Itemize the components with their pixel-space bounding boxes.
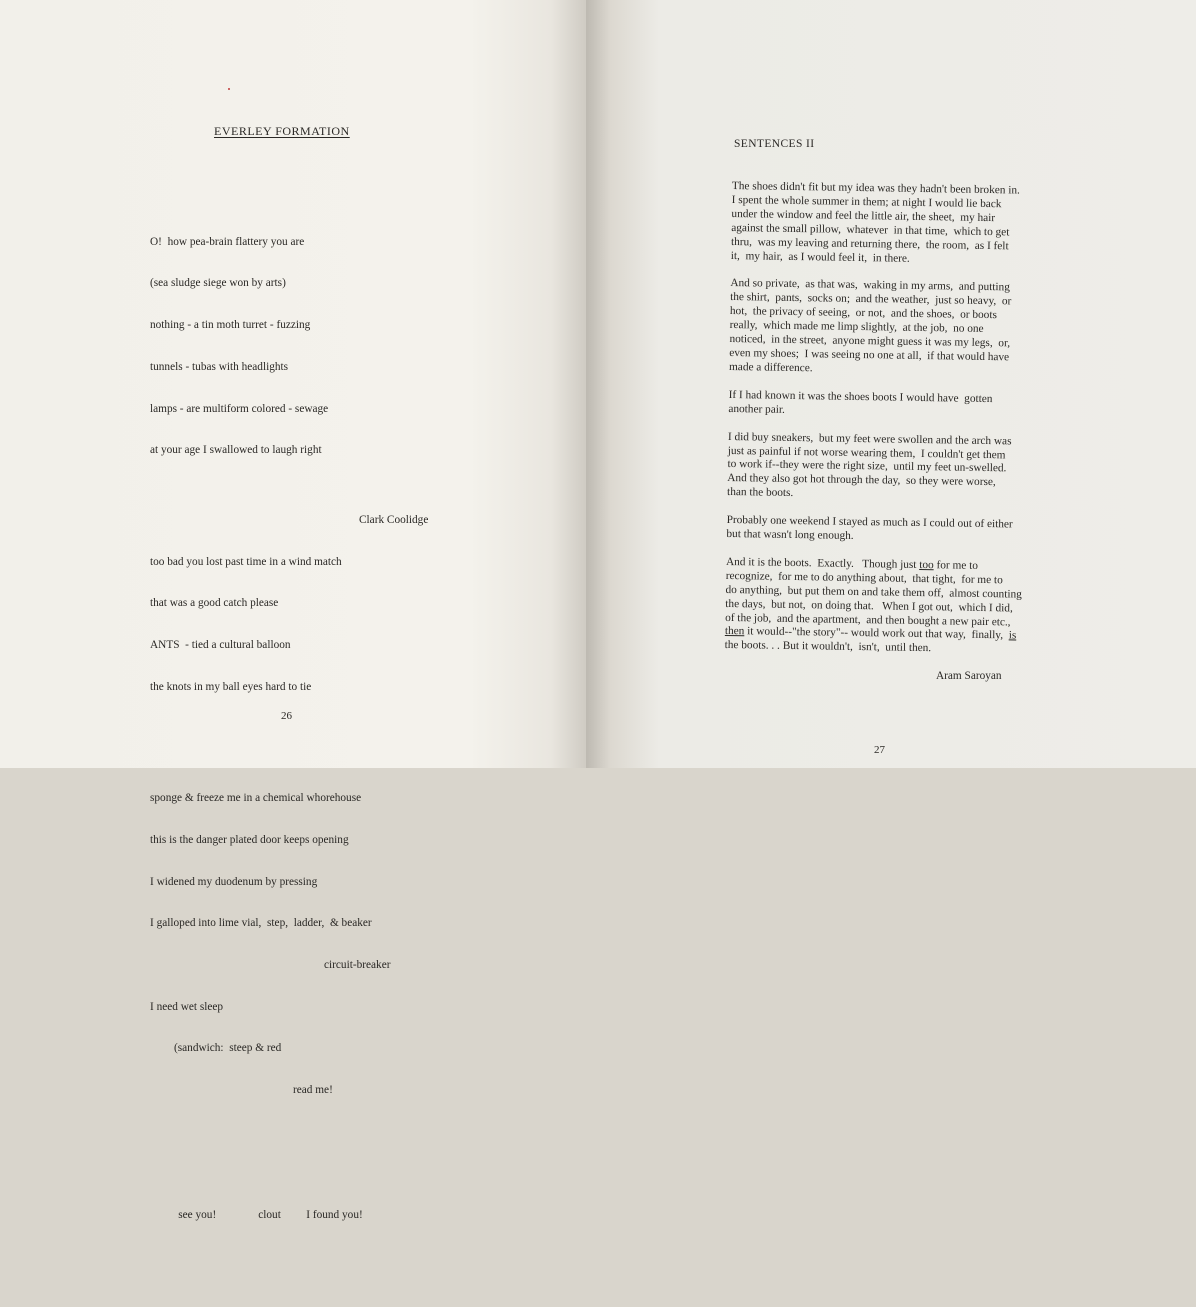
- poem-line: (sandwich: steep & red: [174, 1042, 282, 1055]
- poem-stanza-2: [150, 528, 450, 723]
- poem-title: EVERLEY FORMATION: [214, 124, 350, 138]
- ink-speck: [228, 88, 230, 90]
- prose-line: against the small pillow, whatever in that time, which to get: [731, 221, 1010, 239]
- poem-line: lamps - are multiform colored - sewage: [150, 402, 329, 415]
- poem-line: circuit-breaker: [324, 958, 391, 971]
- prose-author: Aram Saroyan: [936, 670, 1002, 682]
- prose-paragraph-4: [727, 431, 1078, 506]
- poem-word: see you!: [178, 1209, 217, 1222]
- prose-line: of the job, and the apartment, and then bought a new pair etc.,: [725, 611, 1011, 628]
- poem-line: too bad you lost past time in a wind match: [150, 555, 342, 568]
- poem-author: Clark Coolidge: [359, 514, 429, 526]
- prose-paragraph-1: [731, 180, 1082, 269]
- prose-paragraph-6: [725, 556, 1076, 659]
- underlined-word: too: [919, 558, 934, 572]
- prose-line: made a difference.: [728, 360, 813, 375]
- poem-line: this is the danger plated door keeps opening: [150, 833, 349, 846]
- poem-line: I galloped into lime vial, step, ladder, & beaker: [150, 917, 372, 930]
- prose-line: thru, was my leaving and returning there, the room, as I felt: [730, 235, 1009, 252]
- prose-body: [724, 180, 1082, 673]
- poem-line: that was a good catch please: [150, 597, 279, 610]
- prose-line: hot, the privacy of seeing, or not, and the shoes, or boots: [729, 305, 997, 322]
- poem-line: the knots in my ball eyes hard to tie: [150, 680, 312, 693]
- prose-line: than the boots.: [727, 486, 794, 500]
- underlined-word: is: [1008, 629, 1017, 642]
- left-page: [0, 0, 586, 1222]
- prose-line: And they also got hot through the day, so they were worse,: [727, 472, 996, 489]
- poem-stanza-3: [150, 764, 450, 1126]
- right-page: [586, 0, 1196, 768]
- prose-line: just as painful if not worse wearing them, I couldn't get them: [727, 444, 1006, 461]
- prose-line: the shirt, pants, socks on; and the weather, just so heavy, or: [730, 291, 1012, 308]
- underlined-word: then: [724, 625, 745, 638]
- prose-title: SENTENCES II: [734, 138, 815, 150]
- prose-line: recognize, for me to do anything about, that tight, for me to: [725, 569, 1003, 587]
- prose-line: really, which made me limp slightly, at the job, no one: [729, 319, 984, 336]
- poem-word: I found you!: [306, 1209, 363, 1222]
- poem-line: I need wet sleep: [150, 1000, 224, 1013]
- poem-line: sponge & freeze me in a chemical whorehouse: [150, 792, 362, 805]
- prose-line: the days, but not, on doing that. When I got out, which I did,: [725, 597, 1013, 615]
- prose-fragment: And it is the boots. Exactly. Though just: [725, 555, 920, 571]
- prose-line: it, my hair, as I would feel it, in there.: [730, 249, 910, 265]
- prose-line: If I had known it was the shoes boots I would have gotten: [728, 388, 993, 405]
- poem-line: ANTS - tied a cultural balloon: [150, 639, 291, 651]
- prose-line: even my shoes; I was seeing no one at all, if that would have: [729, 346, 1010, 364]
- page-number-right: 27: [874, 744, 885, 756]
- prose-line: to work if--they were the right size, until my feet un-swelled.: [727, 458, 1007, 475]
- prose-line: another pair.: [728, 402, 785, 416]
- page-number-left: 26: [281, 710, 292, 722]
- prose-line: Probably one weekend I stayed as much as I could out of either: [726, 514, 1013, 531]
- poem-stanza-1: [150, 208, 450, 486]
- poem-line: read me!: [293, 1084, 333, 1097]
- prose-fragment: it would--"the story"-- would work out that way, finally,: [744, 625, 1009, 642]
- poem-word: clout: [258, 1209, 281, 1222]
- prose-line: under the window and feel the little air, the sheet, my hair: [731, 207, 996, 224]
- prose-paragraph-2: [729, 277, 1080, 380]
- prose-paragraph-5: [726, 514, 1076, 547]
- prose-line: I spent the whole summer in them; at night I would lie back: [731, 193, 1002, 211]
- prose-line: The shoes didn't fit but my idea was they hadn't been broken in.: [731, 180, 1020, 197]
- poem-body: [150, 180, 450, 1307]
- poem-stanza-4: [150, 1168, 450, 1265]
- prose-line: And so private, as that was, waking in my arms, and putting: [730, 277, 1010, 294]
- poem-line: tunnels - tubas with headlights: [150, 360, 289, 373]
- prose-fragment: for me to: [933, 559, 979, 572]
- prose-paragraph-3: [728, 389, 1078, 422]
- prose-line: the boots. . . But it wouldn't, isn't, until then.: [724, 639, 932, 655]
- poem-line: I widened my duodenum by pressing: [150, 875, 318, 888]
- prose-line: but that wasn't long enough.: [726, 527, 854, 542]
- poem-line: at your age I swallowed to laugh right: [150, 444, 322, 457]
- poem-line: [150, 1195, 450, 1237]
- poem-line: nothing - a tin moth turret - fuzzing: [150, 319, 311, 332]
- prose-line: noticed, in the street, anyone might guess it was my legs, or,: [729, 333, 1011, 350]
- prose-line: do anything, but put them on and take them off, almost counting: [725, 583, 1022, 601]
- poem-line: O! how pea-brain flattery you are: [150, 235, 305, 248]
- prose-line: I did buy sneakers, but my feet were swollen and the arch was: [727, 430, 1012, 448]
- poem-line: (sea sludge siege won by arts): [150, 277, 286, 290]
